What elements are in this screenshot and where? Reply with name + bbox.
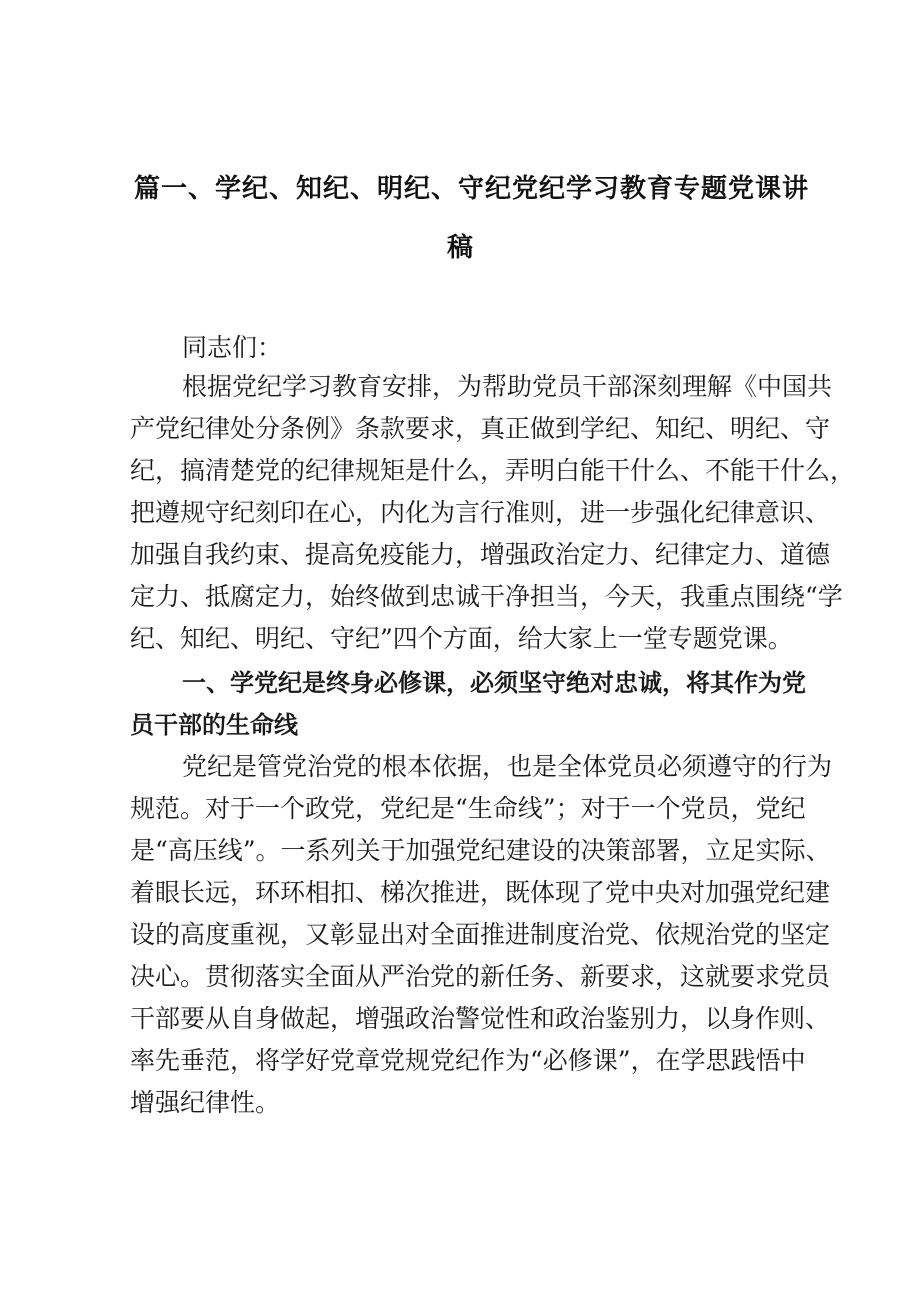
paragraph-2-line-5: 设的高度重视，又彰显出对全面推进制度治党、依规治党的坚定 bbox=[130, 920, 831, 949]
paragraph-2-line-7: 干部要从自身做起，增强政治警觉性和政治鉴别力，以身作则、 bbox=[130, 1004, 831, 1033]
paragraph-1-line-3: 纪，搞清楚党的纪律规矩是什么，弄明白能干什么、不能干什么， bbox=[130, 456, 856, 485]
document-title-line-1: 篇一、学纪、知纪、明纪、守纪党纪学习教育专题党课讲 bbox=[134, 174, 810, 204]
section-heading-1-line-2: 员干部的生命线 bbox=[130, 711, 298, 739]
paragraph-2-line-8: 率先垂范，将学好党章党规党纪作为“必修课”，在学思践悟中 bbox=[130, 1046, 806, 1075]
paragraph-1-line-4: 把遵规守纪刻印在心，内化为言行准则，进一步强化纪律意识、 bbox=[130, 498, 831, 527]
paragraph-2-line-3: 是“高压线”。一系列关于加强党纪建设的决策部署，立足实际、 bbox=[130, 836, 831, 865]
section-heading-1-line-1: 一、学党纪是终身必修课，必须坚守绝对忠诚，将其作为党 bbox=[182, 669, 806, 697]
paragraph-1-line-5: 加强自我约束、提高免疫能力，增强政治定力、纪律定力、道德 bbox=[130, 540, 831, 569]
salutation: 同志们： bbox=[182, 333, 283, 362]
paragraph-2-line-9: 增强纪律性。 bbox=[130, 1088, 281, 1117]
paragraph-2-line-4: 着眼长远，环环相扣、梯次推进，既体现了党中央对加强党纪建 bbox=[130, 878, 831, 907]
document-title-line-2: 稿 bbox=[447, 233, 475, 263]
paragraph-2-line-6: 决心。贯彻落实全面从严治党的新任务、新要求，这就要求党员 bbox=[130, 962, 831, 991]
paragraph-2-line-2: 规范。对于一个政党，党纪是“生命线”；对于一个党员，党纪 bbox=[130, 794, 806, 823]
paragraph-1-line-6: 定力、抵腐定力，始终做到忠诚干净担当，今天，我重点围绕“学 bbox=[130, 582, 843, 611]
paragraph-1-line-1: 根据党纪学习教育安排，为帮助党员干部深刻理解《中国共 bbox=[182, 372, 833, 401]
paragraph-2-line-1: 党纪是管党治党的根本依据，也是全体党员必须遵守的行为 bbox=[182, 752, 833, 781]
paragraph-1-line-7: 纪、知纪、明纪、守纪”四个方面，给大家上一堂专题党课。 bbox=[130, 624, 793, 653]
paragraph-1-line-2: 产党纪律处分条例》条款要求，真正做到学纪、知纪、明纪、守 bbox=[130, 414, 831, 443]
